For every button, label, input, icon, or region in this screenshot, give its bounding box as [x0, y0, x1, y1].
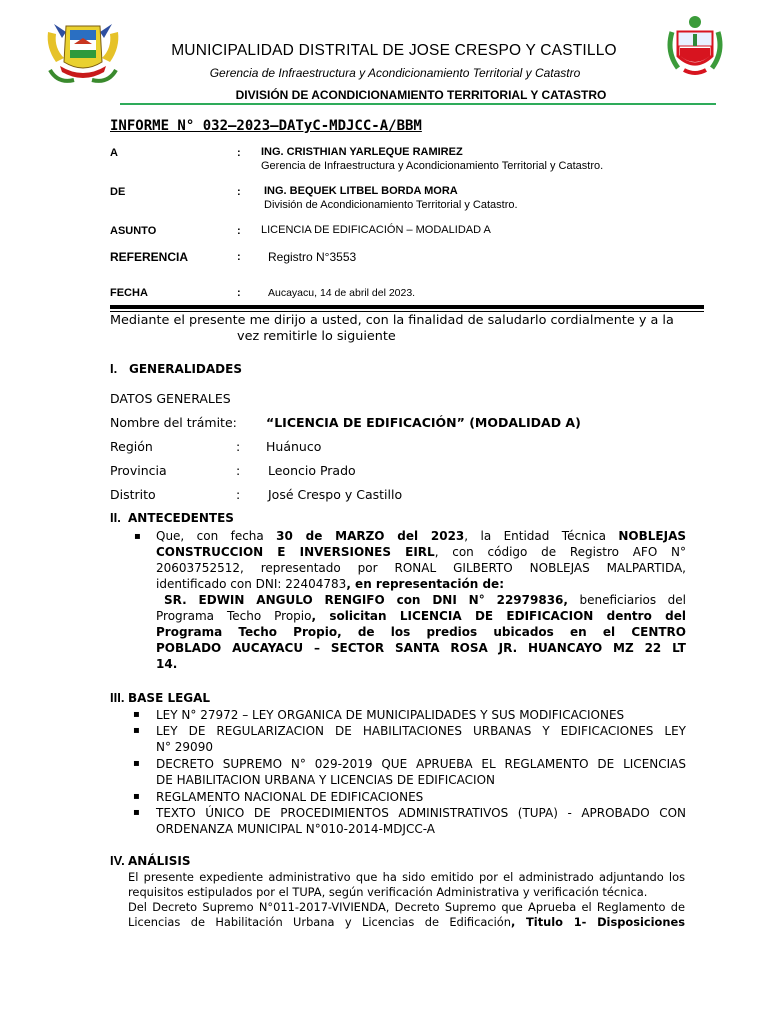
provincia-label: Provincia: [110, 463, 167, 478]
base-legal-item-2-cont: N° 29090: [156, 740, 213, 754]
de-colon: :: [237, 186, 241, 198]
de-role: División de Acondicionamiento Territorial y Catastro.: [264, 199, 518, 211]
asunto-label: ASUNTO: [110, 225, 157, 237]
base-legal-bullet-5: ▪: [133, 807, 140, 818]
de-label: DE: [110, 186, 126, 198]
fecha-value: Aucayacu, 14 de abril del 2023.: [268, 287, 416, 299]
section-4-title: ANÁLISIS: [128, 854, 191, 868]
base-legal-item-2: LEY DE REGULARIZACION DE HABILITACIONES URBANAS Y EDIFICACIONES LEY: [156, 724, 686, 738]
analisis-line-1: El presente expediente administrativo que ha sido emitido por el administrado adjuntando los: [128, 870, 685, 884]
base-legal-bullet-1: ▪: [133, 709, 140, 720]
distrito-colon: :: [236, 487, 241, 502]
referencia-label: REFERENCIA: [110, 250, 189, 264]
a-colon: :: [237, 147, 241, 159]
base-legal-item-3-cont: DE HABILITACION URBANA Y LICENCIAS DE EDIFICACION: [156, 773, 495, 787]
base-legal-bullet-4: ▪: [133, 791, 140, 802]
base-legal-item-5-cont: ORDENANZA MUNICIPAL N°010-2014-MDJCC-A: [156, 822, 436, 836]
section-2-number: II.: [110, 510, 121, 525]
antecedentes-line-7: Programa Techo Propio, de los predios ubicados en el CENTRO: [156, 625, 686, 639]
report-title: INFORME N° 032–2023–DATyC-MDJCC-A/BBM: [110, 118, 422, 134]
base-legal-item-3: DECRETO SUPREMO N° 029-2019 QUE APRUEBA EL REGLAMENTO DE LICENCIAS: [156, 757, 686, 771]
antecedentes-line-8: POBLADO AUCAYACU – SECTOR SANTA ROSA JR. HUANCAYO MZ 22 LT: [156, 641, 686, 655]
intro-line-1: Mediante el presente me dirijo a usted, con la finalidad de saludarlo cordialmente y a la: [110, 313, 674, 328]
intro-line-2: vez remitirle lo siguiente: [237, 329, 396, 344]
tramite-value: “LICENCIA DE EDIFICACIÓN” (MODALIDAD A): [266, 415, 581, 430]
meta-rule-thick: [110, 305, 704, 309]
datos-generales-subtitle: DATOS GENERALES: [110, 391, 231, 406]
tramite-label: Nombre del trámite:: [110, 415, 237, 430]
base-legal-bullet-3: ▪: [133, 758, 140, 769]
analisis-line-3: Del Decreto Supremo N°011-2017-VIVIENDA, Decreto Supremo que Aprueba el Reglamento de: [128, 900, 685, 914]
a-name: ING. CRISTHIAN YARLEQUE RAMIREZ: [261, 146, 463, 158]
referencia-value: Registro N°3553: [268, 250, 357, 264]
section-3-number: III.: [110, 690, 125, 705]
base-legal-bullet-2: ▪: [133, 725, 140, 736]
region-value: Huánuco: [266, 439, 322, 454]
antecedentes-line-9: 14.: [156, 657, 178, 671]
fecha-colon: :: [237, 287, 241, 299]
department-subtitle: Gerencia de Infraestructura y Acondicionamiento Territorial y Catastro: [209, 66, 581, 80]
section-4-number: IV.: [110, 853, 125, 868]
analisis-line-4: Licencias de Habilitación Urbana y Licencias de Edificación, Titulo 1- Disposiciones: [128, 915, 685, 929]
antecedentes-line-1: Que, con fecha 30 de MARZO del 2023, la Entidad Técnica NOBLEJAS: [156, 529, 687, 543]
distrito-value: José Crespo y Castillo: [268, 487, 403, 502]
fecha-label: FECHA: [110, 287, 148, 299]
referencia-colon: :: [237, 251, 241, 263]
base-legal-item-1: LEY N° 27972 – LEY ORGANICA DE MUNICIPALIDADES Y SUS MODIFICACIONES: [156, 708, 625, 722]
region-label: Región: [110, 439, 153, 454]
provincia-value: Leoncio Prado: [268, 463, 356, 478]
antecedentes-line-3: 20603752512, representado por RONAL GILBERTO NOBLEJAS MALPARTIDA,: [156, 561, 686, 575]
section-3-title: BASE LEGAL: [128, 691, 211, 705]
asunto-value: LICENCIA DE EDIFICACIÓN – MODALIDAD A: [261, 224, 491, 236]
de-name: ING. BEQUEK LITBEL BORDA MORA: [264, 185, 458, 197]
region-colon: :: [236, 439, 241, 454]
antecedentes-line-6: Programa Techo Propio, solicitan LICENCIA DE EDIFICACION dentro del: [156, 609, 686, 623]
provincia-colon: :: [236, 463, 241, 478]
a-label: A: [110, 147, 118, 159]
section-1-title: GENERALIDADES: [129, 362, 242, 376]
antecedentes-bullet: ▪: [134, 531, 141, 542]
base-legal-item-5: TEXTO ÚNICO DE PROCEDIMIENTOS ADMINISTRATIVOS (TUPA) - APROBADO CON: [156, 806, 686, 820]
distrito-label: Distrito: [110, 487, 156, 502]
antecedentes-line-5: SR. EDWIN ANGULO RENGIFO con DNI N° 22979836, beneficiarios del: [164, 593, 686, 607]
antecedentes-line-4: identificado con DNI: 22404783, en representación de:: [156, 577, 504, 591]
meta-rule-thin: [110, 311, 704, 312]
header-divider: [120, 103, 716, 105]
section-2-title: ANTECEDENTES: [128, 511, 234, 525]
municipality-name: MUNICIPALIDAD DISTRITAL DE JOSE CRESPO Y CASTILLO: [171, 42, 617, 59]
division-title: DIVISIÓN DE ACONDICIONAMIENTO TERRITORIAL Y CATASTRO: [235, 88, 607, 102]
section-1-number: I.: [110, 361, 118, 376]
antecedentes-line-2: CONSTRUCCION E INVERSIONES EIRL, con código de Registro AFO N°: [156, 545, 687, 559]
analisis-line-2: requisitos estipulados por el TUPA, según verificación Administrativa y verificación técnica.: [128, 885, 648, 899]
base-legal-item-4: REGLAMENTO NACIONAL DE EDIFICACIONES: [156, 790, 424, 804]
a-role: Gerencia de Infraestructura y Acondicionamiento Territorial y Catastro.: [261, 160, 604, 172]
asunto-colon: :: [237, 225, 241, 237]
